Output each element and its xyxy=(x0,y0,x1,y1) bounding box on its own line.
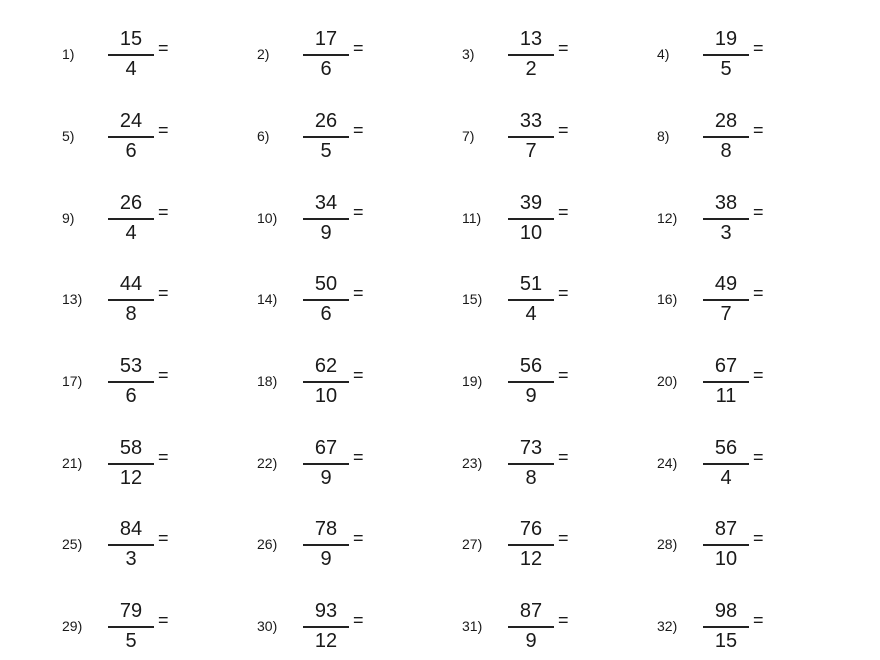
fraction-denominator: 15 xyxy=(714,630,738,652)
equals-sign: = xyxy=(753,202,764,222)
fraction-bar xyxy=(303,381,349,383)
equals-sign: = xyxy=(558,202,569,222)
fraction-numerator: 44 xyxy=(119,273,143,295)
fraction-denominator: 10 xyxy=(519,222,543,244)
fraction-numerator: 19 xyxy=(714,28,738,50)
problem-number: 13) xyxy=(62,291,83,307)
fraction-bar xyxy=(303,299,349,301)
problem-item xyxy=(60,28,270,88)
fraction-numerator: 79 xyxy=(119,600,143,622)
fraction-numerator: 58 xyxy=(119,437,143,459)
problem-number: 14) xyxy=(257,291,278,307)
problem-number: 32) xyxy=(657,618,678,634)
fraction xyxy=(302,600,350,656)
problem-number: 19) xyxy=(462,373,483,389)
problem-item xyxy=(60,192,270,252)
fraction xyxy=(702,437,750,493)
equals-sign: = xyxy=(158,528,169,548)
fraction-bar xyxy=(303,463,349,465)
equals-sign: = xyxy=(158,38,169,58)
problem-number: 20) xyxy=(657,373,678,389)
fraction-numerator: 38 xyxy=(714,192,738,214)
problem-number: 26) xyxy=(257,536,278,552)
problem-number: 21) xyxy=(62,455,83,471)
fraction-bar xyxy=(508,299,554,301)
fraction-numerator: 13 xyxy=(519,28,543,50)
fraction-denominator: 4 xyxy=(720,467,732,489)
fraction xyxy=(507,518,555,574)
equals-sign: = xyxy=(753,283,764,303)
fraction-numerator: 28 xyxy=(714,110,738,132)
problem-item xyxy=(460,110,670,170)
fraction-bar xyxy=(108,218,154,220)
fraction xyxy=(507,28,555,84)
equals-sign: = xyxy=(558,38,569,58)
fraction-bar xyxy=(703,381,749,383)
problem-item xyxy=(655,518,865,578)
fraction-numerator: 26 xyxy=(119,192,143,214)
fraction-numerator: 17 xyxy=(314,28,338,50)
fraction-denominator: 6 xyxy=(320,303,332,325)
equals-sign: = xyxy=(558,120,569,140)
problem-item xyxy=(655,192,865,252)
fraction xyxy=(302,437,350,493)
fraction xyxy=(107,273,155,329)
equals-sign: = xyxy=(158,365,169,385)
problem-number: 30) xyxy=(257,618,278,634)
equals-sign: = xyxy=(353,610,364,630)
fraction-bar xyxy=(303,218,349,220)
fraction-numerator: 62 xyxy=(314,355,338,377)
fraction xyxy=(107,28,155,84)
fraction-denominator: 3 xyxy=(720,222,732,244)
problem-item xyxy=(460,192,670,252)
fraction-denominator: 12 xyxy=(314,630,338,652)
problem-number: 8) xyxy=(657,128,670,144)
problem-item xyxy=(460,355,670,415)
problem-item xyxy=(255,273,465,333)
equals-sign: = xyxy=(558,610,569,630)
fraction-denominator: 2 xyxy=(525,58,537,80)
problem-number: 9) xyxy=(62,210,75,226)
fraction-numerator: 76 xyxy=(519,518,543,540)
fraction-denominator: 12 xyxy=(519,548,543,570)
problem-number: 6) xyxy=(257,128,270,144)
fraction-numerator: 73 xyxy=(519,437,543,459)
fraction xyxy=(702,28,750,84)
problem-item xyxy=(255,600,465,660)
problem-item xyxy=(460,28,670,88)
fraction-denominator: 3 xyxy=(125,548,137,570)
problem-item xyxy=(60,110,270,170)
problem-number: 11) xyxy=(462,210,482,226)
fraction-numerator: 67 xyxy=(314,437,338,459)
problem-item xyxy=(460,600,670,660)
fraction-bar xyxy=(508,626,554,628)
problem-number: 16) xyxy=(657,291,678,307)
problem-item xyxy=(655,110,865,170)
equals-sign: = xyxy=(753,610,764,630)
fraction-numerator: 56 xyxy=(714,437,738,459)
fraction-bar xyxy=(108,626,154,628)
problem-number: 7) xyxy=(462,128,475,144)
fraction-bar xyxy=(108,544,154,546)
fraction-numerator: 15 xyxy=(119,28,143,50)
problem-item xyxy=(655,28,865,88)
equals-sign: = xyxy=(753,120,764,140)
fraction-numerator: 33 xyxy=(519,110,543,132)
fraction-denominator: 11 xyxy=(715,385,737,407)
fraction-bar xyxy=(508,136,554,138)
fraction-denominator: 8 xyxy=(720,140,732,162)
fraction-bar xyxy=(108,54,154,56)
fraction-denominator: 6 xyxy=(320,58,332,80)
fraction-denominator: 8 xyxy=(125,303,137,325)
problem-item xyxy=(255,28,465,88)
fraction xyxy=(702,600,750,656)
problem-item xyxy=(655,273,865,333)
fraction-numerator: 78 xyxy=(314,518,338,540)
equals-sign: = xyxy=(353,120,364,140)
fraction xyxy=(107,110,155,166)
problem-number: 1) xyxy=(62,46,75,62)
equals-sign: = xyxy=(753,447,764,467)
problem-item xyxy=(255,355,465,415)
problem-item xyxy=(655,437,865,497)
fraction-bar xyxy=(703,218,749,220)
equals-sign: = xyxy=(158,120,169,140)
fraction-denominator: 5 xyxy=(320,140,332,162)
fraction-numerator: 53 xyxy=(119,355,143,377)
fraction-denominator: 8 xyxy=(525,467,537,489)
fraction xyxy=(507,355,555,411)
problem-number: 29) xyxy=(62,618,83,634)
problem-number: 3) xyxy=(462,46,475,62)
fraction-denominator: 10 xyxy=(714,548,738,570)
equals-sign: = xyxy=(158,283,169,303)
fraction-bar xyxy=(108,381,154,383)
fraction-denominator: 9 xyxy=(525,630,537,652)
fraction-numerator: 93 xyxy=(314,600,338,622)
equals-sign: = xyxy=(558,528,569,548)
fraction xyxy=(302,110,350,166)
equals-sign: = xyxy=(158,447,169,467)
fraction-numerator: 98 xyxy=(714,600,738,622)
problem-item xyxy=(460,518,670,578)
fraction-denominator: 9 xyxy=(320,548,332,570)
fraction xyxy=(107,600,155,656)
fraction xyxy=(507,273,555,329)
problem-item xyxy=(460,437,670,497)
problem-item xyxy=(655,600,865,660)
fraction-denominator: 9 xyxy=(320,467,332,489)
equals-sign: = xyxy=(353,38,364,58)
equals-sign: = xyxy=(353,528,364,548)
problem-item xyxy=(655,355,865,415)
fraction xyxy=(702,110,750,166)
fraction-bar xyxy=(508,54,554,56)
fraction xyxy=(107,355,155,411)
fraction-denominator: 9 xyxy=(525,385,537,407)
fraction-bar xyxy=(108,299,154,301)
fraction-denominator: 4 xyxy=(125,222,137,244)
fraction-bar xyxy=(703,136,749,138)
problem-number: 12) xyxy=(657,210,678,226)
fraction-bar xyxy=(108,136,154,138)
fraction xyxy=(507,437,555,493)
equals-sign: = xyxy=(353,447,364,467)
equals-sign: = xyxy=(353,202,364,222)
fraction-numerator: 87 xyxy=(519,600,543,622)
problem-item xyxy=(460,273,670,333)
fraction-denominator: 5 xyxy=(720,58,732,80)
problem-item xyxy=(60,273,270,333)
problem-number: 17) xyxy=(62,373,83,389)
fraction xyxy=(302,355,350,411)
equals-sign: = xyxy=(158,610,169,630)
fraction-numerator: 26 xyxy=(314,110,338,132)
fraction-denominator: 6 xyxy=(125,385,137,407)
fraction xyxy=(302,192,350,248)
fraction-denominator: 9 xyxy=(320,222,332,244)
fraction-bar xyxy=(703,54,749,56)
problem-number: 10) xyxy=(257,210,278,226)
fraction xyxy=(302,518,350,574)
problem-number: 24) xyxy=(657,455,678,471)
fraction-numerator: 84 xyxy=(119,518,143,540)
fraction xyxy=(507,600,555,656)
fraction-denominator: 7 xyxy=(525,140,537,162)
equals-sign: = xyxy=(558,365,569,385)
fraction xyxy=(507,110,555,166)
fraction xyxy=(302,273,350,329)
fraction-bar xyxy=(508,463,554,465)
problem-number: 5) xyxy=(62,128,75,144)
equals-sign: = xyxy=(353,365,364,385)
fraction-bar xyxy=(303,54,349,56)
fraction-bar xyxy=(303,544,349,546)
fraction xyxy=(302,28,350,84)
equals-sign: = xyxy=(753,365,764,385)
problem-item xyxy=(60,518,270,578)
fraction-bar xyxy=(703,299,749,301)
fraction-denominator: 7 xyxy=(720,303,732,325)
problem-item xyxy=(255,518,465,578)
fraction-bar xyxy=(703,544,749,546)
equals-sign: = xyxy=(558,283,569,303)
problem-number: 15) xyxy=(462,291,483,307)
fraction-numerator: 24 xyxy=(119,110,143,132)
fraction-bar xyxy=(108,463,154,465)
fraction xyxy=(107,192,155,248)
fraction-denominator: 5 xyxy=(125,630,137,652)
fraction-denominator: 10 xyxy=(314,385,338,407)
fraction-bar xyxy=(508,218,554,220)
problem-number: 2) xyxy=(257,46,270,62)
problem-item xyxy=(255,437,465,497)
problem-item xyxy=(60,355,270,415)
problem-number: 4) xyxy=(657,46,670,62)
fraction-bar xyxy=(508,381,554,383)
fraction-numerator: 51 xyxy=(519,273,543,295)
equals-sign: = xyxy=(353,283,364,303)
problem-number: 27) xyxy=(462,536,483,552)
problem-number: 31) xyxy=(462,618,483,634)
problem-number: 22) xyxy=(257,455,278,471)
problem-item xyxy=(60,437,270,497)
fraction-numerator: 50 xyxy=(314,273,338,295)
problem-number: 18) xyxy=(257,373,278,389)
equals-sign: = xyxy=(753,528,764,548)
fraction-denominator: 4 xyxy=(125,58,137,80)
fraction-numerator: 56 xyxy=(519,355,543,377)
fraction-bar xyxy=(508,544,554,546)
problem-number: 25) xyxy=(62,536,83,552)
problem-item xyxy=(60,600,270,660)
fraction xyxy=(107,518,155,574)
fraction-bar xyxy=(303,136,349,138)
fraction-numerator: 87 xyxy=(714,518,738,540)
fraction-bar xyxy=(703,463,749,465)
fraction xyxy=(702,273,750,329)
fraction-numerator: 49 xyxy=(714,273,738,295)
equals-sign: = xyxy=(558,447,569,467)
fraction xyxy=(702,355,750,411)
fraction-numerator: 34 xyxy=(314,192,338,214)
fraction xyxy=(107,437,155,493)
equals-sign: = xyxy=(753,38,764,58)
problem-number: 28) xyxy=(657,536,678,552)
problem-item xyxy=(255,192,465,252)
problem-number: 23) xyxy=(462,455,483,471)
fraction-denominator: 12 xyxy=(119,467,143,489)
fraction-bar xyxy=(703,626,749,628)
fraction xyxy=(702,192,750,248)
fraction-numerator: 39 xyxy=(519,192,543,214)
equals-sign: = xyxy=(158,202,169,222)
fraction-denominator: 4 xyxy=(525,303,537,325)
fraction xyxy=(507,192,555,248)
fraction-numerator: 67 xyxy=(714,355,738,377)
fraction-bar xyxy=(303,626,349,628)
problem-item xyxy=(255,110,465,170)
fraction-denominator: 6 xyxy=(125,140,137,162)
fraction xyxy=(702,518,750,574)
